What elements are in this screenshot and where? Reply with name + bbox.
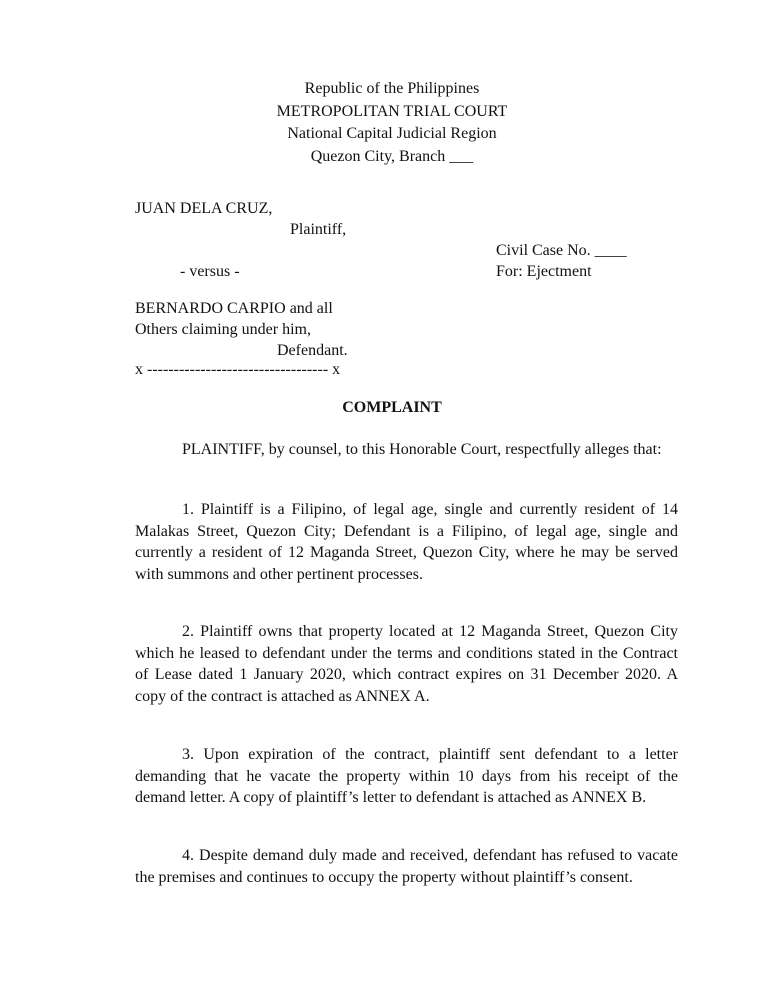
header-region: National Capital Judicial Region: [287, 125, 497, 142]
caption-separator: x ---------------------------------- x: [135, 361, 341, 378]
document-title: COMPLAINT: [342, 399, 442, 416]
defendant-role: Defendant.: [277, 342, 348, 359]
allegation-3: 3. Upon expiration of the contract, plaintiff sent defendant to a letter demanding that he vacate the property within 10 days from his receipt of the demand letter. A copy of plaintiff’s letter to defendant is attached as ANNEX B.: [135, 746, 678, 806]
versus-label: - versus -: [180, 263, 240, 280]
case-number: Civil Case No. ____: [496, 242, 627, 259]
case-nature: For: Ejectment: [496, 263, 592, 280]
header-branch: Quezon City, Branch ___: [310, 147, 474, 165]
allegation-2: 2. Plaintiff owns that property located at 12 Maganda Street, Quezon City which he leased to defendant under the terms and conditions stated in the Contract of Lease dated 1 January 2020, which contract expires on 31 December 2020. A copy of the contract is attached as ANNEX A.: [135, 623, 678, 705]
header-court: METROPOLITAN TRIAL COURT: [276, 102, 508, 120]
plaintiff-role: Plaintiff,: [290, 221, 347, 238]
allegation-4: 4. Despite demand duly made and received, defendant has refused to vacate the premises and continues to occupy the property without plaintiff’s consent.: [135, 847, 678, 886]
allegation-1: 1. Plaintiff is a Filipino, of legal age, single and currently resident of 14 Malakas Street, Quezon City; Defendant is a Filipino, of legal age, single and currently a resident of 12 Maganda Street, Quezon City, where he may be served with summons and other pertinent processes.: [135, 501, 678, 583]
header-republic: Republic of the Philippines: [304, 80, 480, 97]
plaintiff-name: JUAN DELA CRUZ,: [135, 200, 273, 217]
intro-paragraph: PLAINTIFF, by counsel, to this Honorable Court, respectfully alleges that:: [182, 441, 662, 458]
defendant-name-line2: Others claiming under him,: [135, 321, 311, 338]
court-header: [0, 78, 768, 168]
defendant-name-line1: BERNARDO CARPIO and all: [135, 300, 333, 317]
